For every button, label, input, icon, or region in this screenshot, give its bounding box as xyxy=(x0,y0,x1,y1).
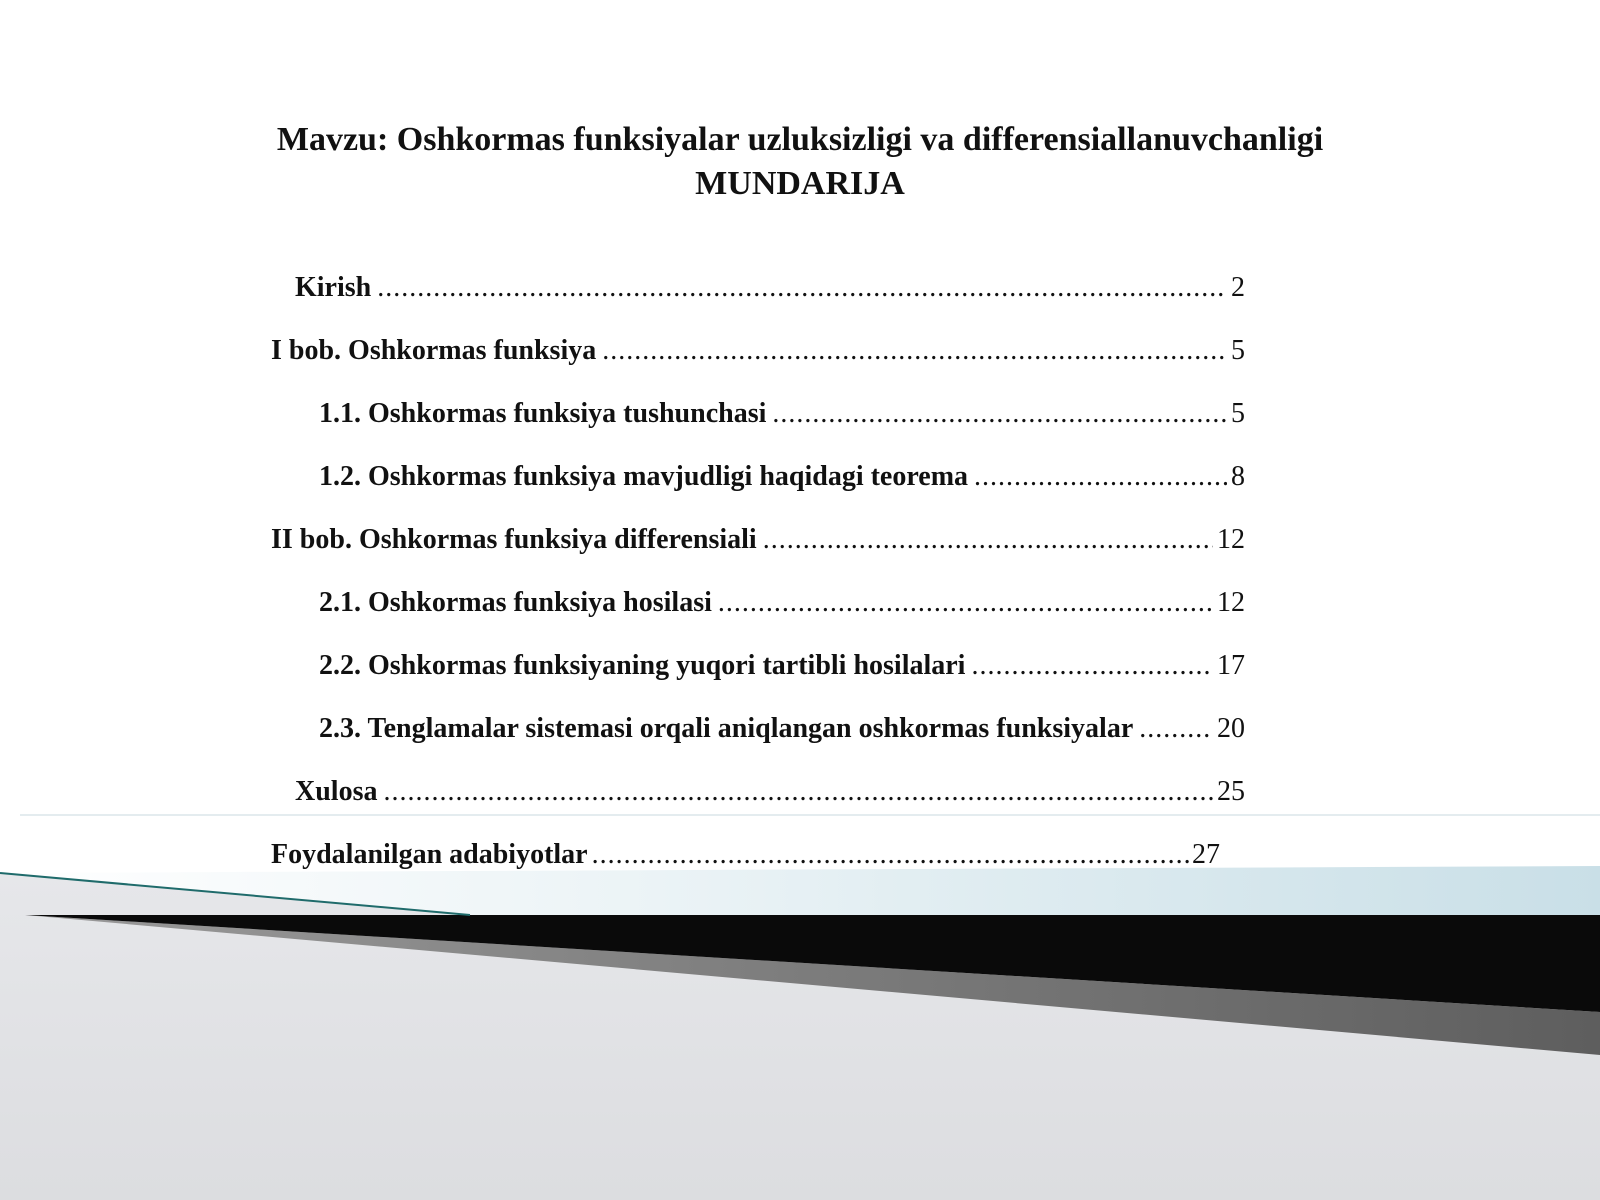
dot-leader xyxy=(592,835,1192,875)
toc-entry-label: Xulosa xyxy=(295,776,378,807)
document-title: Mavzu: Oshkormas funksiyalar uzluksizligi va differensiallanuvchanligi xyxy=(276,121,1324,158)
toc-entry-page: 27 xyxy=(1192,839,1220,870)
dot-leader xyxy=(1139,709,1213,749)
toc-entry-1-2[interactable] xyxy=(319,457,1245,497)
toc-entry-label: Foydalanilgan adabiyotlar xyxy=(271,839,588,870)
dot-leader xyxy=(377,268,1227,308)
toc-entry-chapter-1[interactable] xyxy=(271,331,1245,371)
toc-entry-2-2[interactable] xyxy=(319,646,1245,686)
toc-entry-label: II bob. Oshkormas funksiya differensiali xyxy=(271,524,757,555)
toc-entry-references[interactable] xyxy=(271,835,1220,875)
dot-leader xyxy=(602,331,1227,371)
toc-entry-page: 20 xyxy=(1217,713,1245,744)
toc-entry-page: 5 xyxy=(1231,335,1245,366)
toc-entry-label: 1.2. Oshkormas funksiya mavjudligi haqidagi teorema xyxy=(319,461,969,492)
dot-leader xyxy=(772,394,1227,434)
toc-entry-page: 5 xyxy=(1231,398,1245,429)
toc-heading: MUNDARIJA xyxy=(695,165,905,202)
toc-entry-page: 17 xyxy=(1217,650,1245,681)
toc-entry-page: 2 xyxy=(1231,272,1245,303)
toc-entry-page: 12 xyxy=(1217,524,1245,555)
toc-entry-kirish[interactable] xyxy=(295,268,1245,308)
toc-entry-label: I bob. Oshkormas funksiya xyxy=(271,335,597,366)
dot-leader xyxy=(971,646,1213,686)
toc-entry-xulosa[interactable] xyxy=(295,772,1245,812)
toc-entry-label: 2.2. Oshkormas funksiyaning yuqori tartibli hosilalari xyxy=(319,650,966,681)
dot-leader xyxy=(383,772,1213,812)
toc-entry-2-3[interactable] xyxy=(319,709,1245,749)
toc-entry-2-1[interactable] xyxy=(319,583,1245,623)
toc-entry-label: 2.1. Oshkormas funksiya hosilasi xyxy=(319,587,712,618)
toc-entry-label: 1.1. Oshkormas funksiya tushunchasi xyxy=(319,398,767,429)
toc-entry-page: 12 xyxy=(1217,587,1245,618)
toc-entry-label: 2.3. Tenglamalar sistemasi orqali aniqlangan oshkormas funksiyalar xyxy=(319,713,1134,744)
toc-entry-page: 8 xyxy=(1231,461,1245,492)
toc-entry-1-1[interactable] xyxy=(319,394,1245,434)
dot-leader xyxy=(974,457,1227,497)
toc-entry-label: Kirish xyxy=(295,272,372,303)
dot-leader xyxy=(718,583,1213,623)
toc-entry-page: 25 xyxy=(1217,776,1245,807)
dot-leader xyxy=(763,520,1213,560)
toc-entry-chapter-2[interactable] xyxy=(271,520,1245,560)
